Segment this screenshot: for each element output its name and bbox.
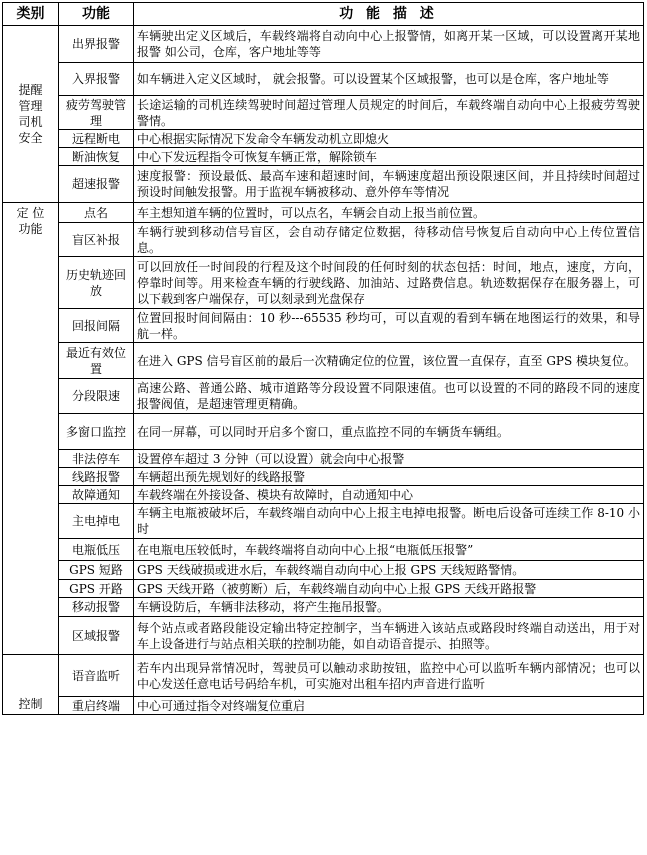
function-description: 中心根据实际情况下发命令车辆发动机立即熄火: [134, 130, 644, 148]
function-description: 车辆主电瓶被破坏后，车载终端自动向中心上报主电掉电报警。断电后设备可连续工作 8-10 小时: [134, 504, 644, 539]
function-name: 远程断电: [59, 130, 134, 148]
function-name: 断油恢复: [59, 148, 134, 166]
table-row: [3, 504, 644, 539]
function-description: 中心可通过指令对终端复位重启: [134, 697, 644, 715]
function-name: 疲劳驾驶管理: [59, 96, 134, 130]
function-description: 车载终端在外接设备、模块有故障时，自动通知中心: [134, 486, 644, 504]
function-description: GPS 天线破损或进水后，车载终端自动向中心上报 GPS 天线短路警情。: [134, 561, 644, 580]
table-row: [3, 96, 644, 130]
category-label: 安全: [18, 131, 43, 145]
category-cell: [3, 655, 59, 715]
function-name: 线路报警: [59, 468, 134, 486]
function-description: 若车内出现异常情况时，驾驶员可以触动求助按钮，监控中心可以监听车辆内部情况；也可以中心发送任意电话号码给车机，可实施对出租车招内声音进行监听: [134, 655, 644, 697]
function-name: 点名: [59, 203, 134, 223]
category-cell: [3, 26, 59, 203]
category-label: 功能: [18, 222, 43, 236]
category-label: 司机: [18, 115, 43, 129]
function-name: 多窗口监控: [59, 414, 134, 450]
table-row: [3, 148, 644, 166]
category-label: 提醒: [18, 83, 43, 97]
table-row: [3, 63, 644, 96]
function-name: 故障通知: [59, 486, 134, 504]
header-description: 功 能 描 述: [134, 3, 644, 26]
table-row: [3, 486, 644, 504]
table-row: [3, 130, 644, 148]
function-name: 超速报警: [59, 166, 134, 203]
table-row: [3, 580, 644, 598]
function-name: GPS 开路: [59, 580, 134, 598]
function-description: 在进入 GPS 信号盲区前的最后一次精确定位的位置，该位置一直保存，直至 GPS 模块复位。: [134, 343, 644, 379]
function-name: 盲区补报: [59, 223, 134, 257]
table-row: [3, 166, 644, 203]
header-row: [3, 3, 644, 26]
function-description: GPS 天线开路（被剪断）后，车载终端自动向中心上报 GPS 天线开路报警: [134, 580, 644, 598]
category-label: 管理: [18, 99, 43, 113]
table-row: [3, 379, 644, 414]
table-row: [3, 561, 644, 580]
table-row: [3, 617, 644, 655]
function-description: 车辆超出预先规划好的线路报警: [134, 468, 644, 486]
function-description: 车主想知道车辆的位置时，可以点名，车辆会自动上报当前位置。: [134, 203, 644, 223]
function-description: 每个站点或者路段能设定输出特定控制字，当车辆进入该站点或路段时终端自动送出，用于对车上设备进行与站点相关联的控制功能，如自动语音提示、拍照等。: [134, 617, 644, 655]
function-name: 最近有效位置: [59, 343, 134, 379]
table-row: [3, 450, 644, 468]
function-description: 中心下发远程指令可恢复车辆正常，解除锁车: [134, 148, 644, 166]
function-name: 移动报警: [59, 598, 134, 617]
feature-spec-table: [2, 2, 644, 715]
function-description: 速度报警：预设最低、最高车速和超速时间，车辆速度超出预设限速区间，并且持续时间超过预设时间触发报警。用于监视车辆被移动、意外停车等情况: [134, 166, 644, 203]
table-row: [3, 203, 644, 223]
table-row: [3, 539, 644, 561]
table-row: [3, 223, 644, 257]
function-name: 语音监听: [59, 655, 134, 697]
header-function: 功能: [59, 3, 134, 26]
function-name: 电瓶低压: [59, 539, 134, 561]
function-description: 如车辆进入定义区域时， 就会报警。可以设置某个区域报警，也可以是仓库，客户地址等: [134, 63, 644, 96]
function-description: 在电瓶电压较低时，车载终端将自动向中心上报“电瓶低压报警”: [134, 539, 644, 561]
function-name: 分段限速: [59, 379, 134, 414]
function-description: 长途运输的司机连续驾驶时间超过管理人员规定的时间后，车载终端自动向中心上报疲劳驾驶警情。: [134, 96, 644, 130]
function-name: 入界报警: [59, 63, 134, 96]
function-description: 车辆行驶到移动信号盲区，会自动存储定位数据，待移动信号恢复后自动向中心上传位置信息。: [134, 223, 644, 257]
table-row: [3, 309, 644, 343]
function-name: 主电掉电: [59, 504, 134, 539]
function-name: 非法停车: [59, 450, 134, 468]
function-name: 历史轨迹回放: [59, 257, 134, 309]
category-cell: [3, 203, 59, 655]
category-label: 定 位: [16, 206, 45, 220]
table-row: [3, 655, 644, 697]
function-description: 车辆驶出定义区域后，车载终端将自动向中心上报警情，如离开某一区域，可以设置离开某地报警 如公司，仓库，客户地址等等: [134, 26, 644, 63]
function-description: 车辆设防后，车辆非法移动，将产生拖吊报警。: [134, 598, 644, 617]
table-row: [3, 598, 644, 617]
function-description: 位置回报时间间隔由：10 秒---65535 秒均可，可以直观的看到车辆在地图运行的效果，和导航一样。: [134, 309, 644, 343]
function-name: 区域报警: [59, 617, 134, 655]
table-row: [3, 414, 644, 450]
category-label: 控制: [18, 697, 43, 711]
header-category: 类别: [3, 3, 59, 26]
function-name: 回报间隔: [59, 309, 134, 343]
table-row: [3, 697, 644, 715]
function-description: 设置停车超过 3 分钟（可以设置）就会向中心报警: [134, 450, 644, 468]
table-row: [3, 26, 644, 63]
function-description: 在同一屏幕，可以同时开启多个窗口，重点监控不同的车辆货车辆组。: [134, 414, 644, 450]
function-name: 重启终端: [59, 697, 134, 715]
function-description: 可以回放任一时间段的行程及这个时间段的任何时刻的状态包括：时间，地点，速度，方向，停靠时间等。用来检查车辆的行驶线路、加油站、过路费信息。轨迹数据保存在服务器上，可以下载到客户端保存，可以刻录到光盘保存: [134, 257, 644, 309]
table-row: [3, 468, 644, 486]
function-description: 高速公路、普通公路、城市道路等分段设置不同限速值。也可以设置的不同的路段不同的速度报警阀值，是超速管理更精确。: [134, 379, 644, 414]
table-row: [3, 257, 644, 309]
table-row: [3, 343, 644, 379]
function-name: 出界报警: [59, 26, 134, 63]
function-name: GPS 短路: [59, 561, 134, 580]
